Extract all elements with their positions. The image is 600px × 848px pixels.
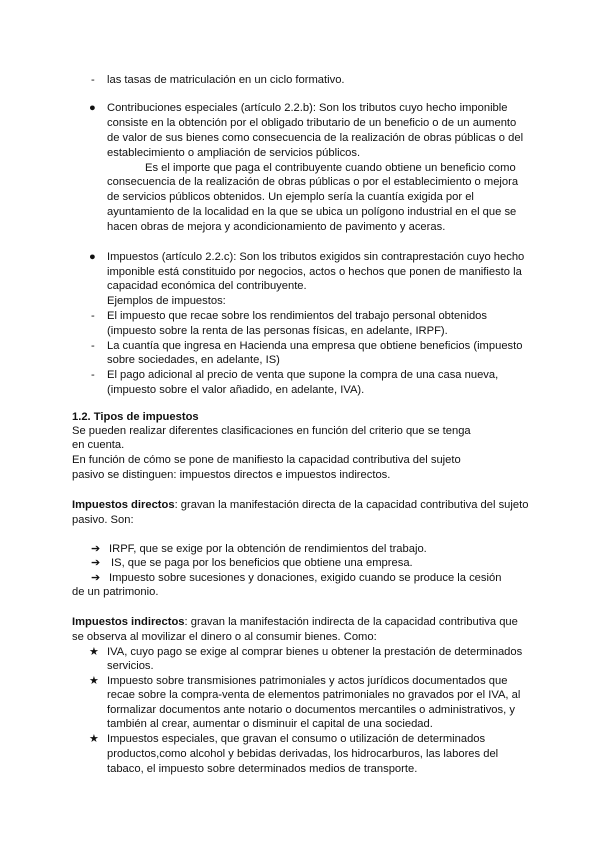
list-item: Impuesto sobre sucesiones y donaciones, exigido cuando se produce la cesión — [109, 572, 502, 584]
list-item: productos,como alcohol y bebidas derivadas, los hidrocarburos, las labores del — [107, 748, 499, 760]
star-icon: ★ — [89, 733, 100, 745]
impuestos-line: imponible está constituido por negocios, actos o hechos que ponen de manifiesto la — [107, 266, 522, 278]
example-line: El pago adicional al precio de venta que supone la compra de una casa nueva, — [107, 369, 499, 381]
paragraph-line: consecuencia de la realización de obras públicas o por el establecimiento o mejora — [107, 176, 519, 188]
list-item: Impuestos especiales, que gravan el consumo o utilización de determinados — [107, 733, 486, 745]
impuestos-line: Impuestos (artículo 2.2.c): Son los tributos exigidos sin contraprestación cuyo hecho — [107, 251, 525, 263]
list-item-continuation: de un patrimonio. — [72, 586, 159, 598]
directos-term: Impuestos directos — [72, 499, 175, 511]
arrow-right-icon: ➔ — [91, 543, 101, 555]
star-icon: ★ — [89, 646, 100, 658]
directos-intro — [72, 498, 528, 512]
paragraph-line: pasivo se distinguen: impuestos directos e impuestos indirectos. — [72, 469, 391, 481]
dash-bullet: - — [91, 310, 95, 322]
list-item: formalizar documentos ante notario o documentos mercantiles o administrativos, y — [107, 704, 515, 716]
list-item: las tasas de matriculación en un ciclo formativo. — [107, 74, 345, 86]
impuestos-line: capacidad económica del contribuyente. — [107, 280, 307, 292]
paragraph-line: Se pueden realizar diferentes clasificaciones en función del criterio que se tenga — [72, 425, 471, 437]
list-item: IRPF, que se exige por la obtención de rendimientos del trabajo. — [109, 543, 427, 555]
paragraph-line: pasivo. Son: — [72, 514, 134, 526]
list-item: servicios. — [107, 660, 154, 672]
dash-bullet: - — [91, 340, 95, 352]
star-icon: ★ — [89, 675, 100, 687]
arrow-right-icon: ➔ — [91, 557, 101, 569]
indirectos-intro — [72, 615, 518, 629]
list-item: recae sobre la compra-venta de elementos patrimoniales no gravados por el IVA, al — [107, 689, 521, 701]
impuestos-line: Ejemplos de impuestos: — [107, 295, 226, 307]
list-item: Impuesto sobre transmisiones patrimoniales y actos jurídicos documentados que — [107, 675, 508, 687]
section-heading: 1.2. Tipos de impuestos — [72, 411, 199, 423]
bullet-dot: ● — [89, 102, 96, 114]
paragraph-line: hacen obras de mejora y acondicionamiento de pavimento y aceras. — [107, 221, 446, 233]
indirectos-term: Impuestos indirectos — [72, 616, 185, 628]
dash-bullet: - — [91, 74, 95, 86]
arrow-right-icon: ➔ — [91, 572, 101, 584]
example-line: El impuesto que recae sobre los rendimientos del trabajo personal obtenidos — [107, 310, 487, 322]
example-line: La cuantía que ingresa en Hacienda una empresa que obtiene beneficios (impuesto — [107, 340, 523, 352]
indirectos-definition: : gravan la manifestación indirecta de la capacidad contributiva que — [184, 616, 518, 628]
contribuciones-line: consiste en la obtención por el obligado tributario de un beneficio o de un aumento — [107, 117, 517, 129]
paragraph-line: ayuntamiento de la localidad en la que se ubica un polígono industrial en el que se — [107, 206, 517, 218]
list-item: IVA, cuyo pago se exige al comprar bienes u obtener la prestación de determinados — [107, 646, 523, 658]
contribuciones-line: Contribuciones especiales (artículo 2.2.b): Son los tributos cuyo hecho imponible — [107, 102, 508, 114]
example-line: (impuesto sobre la renta de las personas físicas, en adelante, IRPF). — [107, 325, 448, 337]
example-line: sobre sociedades, en adelante, IS) — [107, 354, 280, 366]
list-item: también al crear, aumentar o disminuir el capital de una sociedad. — [107, 718, 433, 730]
list-item: tabaco, el impuesto sobre determinados medios de transporte. — [107, 763, 418, 775]
paragraph-line: en cuenta. — [72, 439, 125, 451]
bullet-dot: ● — [89, 251, 96, 263]
paragraph-line: Es el importe que paga el contribuyente cuando obtiene un beneficio como — [145, 162, 516, 174]
dash-bullet: - — [91, 369, 95, 381]
paragraph-line: En función de cómo se pone de manifiesto la capacidad contributiva del sujeto — [72, 454, 461, 466]
contribuciones-line: establecimiento o ampliación de servicios públicos. — [107, 147, 361, 159]
directos-definition: : gravan la manifestación directa de la capacidad contributiva del sujeto — [174, 499, 529, 511]
example-line: (impuesto sobre el valor añadido, en adelante, IVA). — [107, 384, 365, 396]
list-item: IS, que se paga por los beneficios que obtiene una empresa. — [111, 557, 413, 569]
paragraph-line: se observa al movilizar el dinero o al consumir bienes. Como: — [72, 631, 377, 643]
contribuciones-line: de valor de sus bienes como consecuencia de la realización de obras públicas o del — [107, 132, 524, 144]
paragraph-line: de servicios públicos obtenidos. Un ejemplo sería la cuantía exigida por el — [107, 191, 474, 203]
